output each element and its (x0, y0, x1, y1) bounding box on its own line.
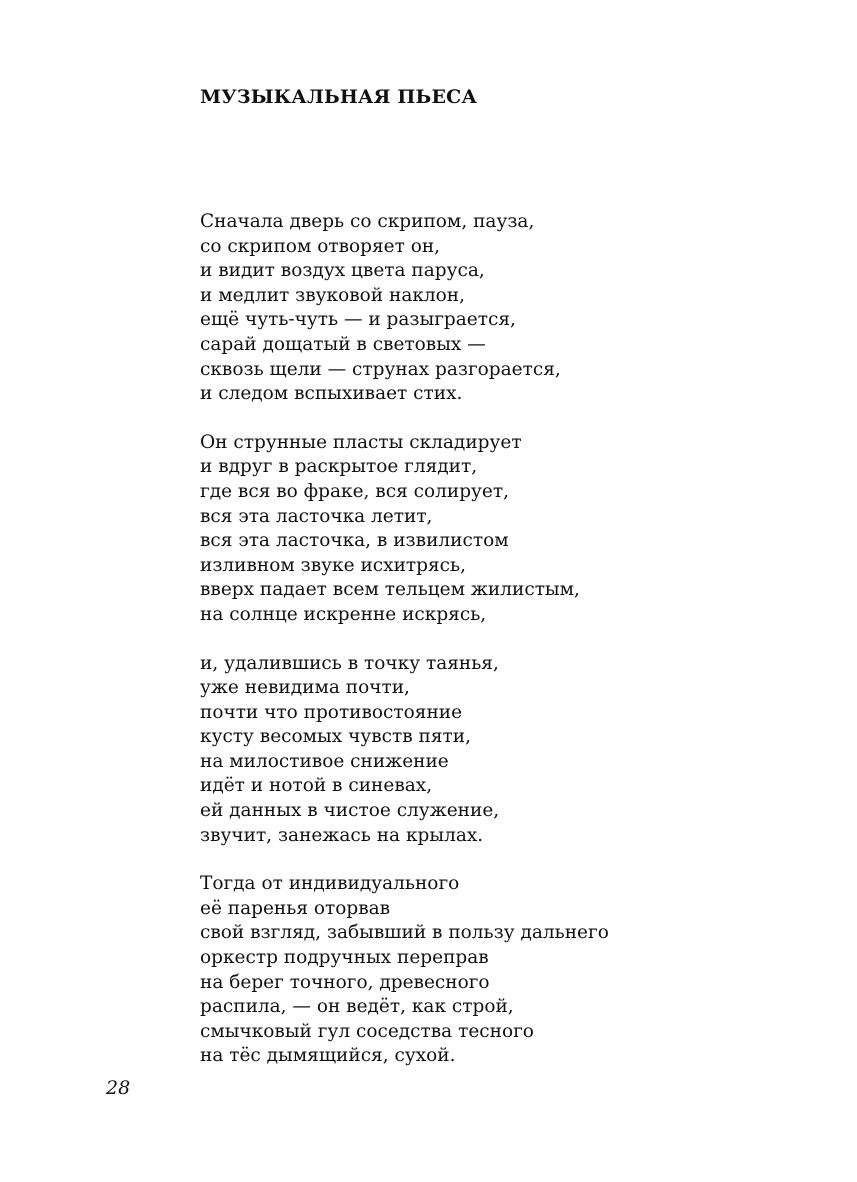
poem-body (200, 210, 820, 1093)
stanza-4 (200, 872, 820, 1069)
poem-line: сарай дощатый в световых — (200, 333, 486, 355)
poem-line: смычковый гул соседства тесного (200, 1020, 534, 1042)
poem-line: почти что противостояние (200, 701, 463, 723)
poem-line: распила, — он ведёт, как строй, (200, 996, 514, 1018)
poem-line: ей данных в чистое служение, (200, 800, 500, 822)
poem-line: Тогда от индивидуального (200, 873, 460, 895)
poem-line: на солнце искренне искрясь, (200, 603, 487, 625)
poem-line: вся эта ласточка, в извилистом (200, 530, 509, 552)
poem-line: звучит, занежась на крылах. (200, 824, 484, 846)
poem-line: Сначала дверь со скрипом, пауза, (200, 211, 535, 232)
poem-line: свой взгляд, забывший в пользу дальнего (200, 922, 609, 944)
poem-line: кусту весомых чувств пяти, (200, 726, 471, 748)
page-number: 28 (106, 1077, 131, 1099)
poem-line: оркестр подручных переправ (200, 947, 489, 969)
poem-line: её паренья оторвав (200, 897, 391, 919)
poem-line: вся эта ласточка летит, (200, 505, 433, 527)
poem-line: ещё чуть-чуть — и разыграется, (200, 309, 516, 331)
poem-line: идёт и нотой в синевах, (200, 775, 433, 797)
poem-line: где вся во фраке, вся солирует, (200, 480, 509, 502)
poem-line: изливном звуке исхитрясь, (200, 554, 466, 576)
poem-line: на тёс дымящийся, сухой. (200, 1045, 456, 1067)
poem-line: на берег точного, древесного (200, 971, 490, 993)
poem-line: на милостивое снижение (200, 750, 449, 772)
poem-line: со скрипом отворяет он, (200, 235, 441, 257)
stanza-3 (200, 652, 820, 849)
stanza-2 (200, 431, 820, 628)
stanza-1 (200, 210, 820, 407)
poem-line: и медлит звуковой наклон, (200, 284, 466, 306)
poem-line: уже невидима почти, (200, 677, 410, 699)
poem-line: и вдруг в раскрытое глядит, (200, 456, 478, 478)
poem-line: Он струнные пласты складирует (200, 431, 522, 453)
poem-line: сквозь щели — струнах разгорается, (200, 358, 561, 380)
poem-line: вверх падает всем тельцем жилистым, (200, 579, 580, 601)
poem-line: и следом вспыхивает стих. (200, 383, 463, 405)
poem-line: и видит воздух цвета паруса, (200, 260, 485, 282)
poem-title: МУЗЫКАЛЬНАЯ ПЬЕСА (200, 86, 478, 108)
poem-line: и, удалившись в точку таянья, (200, 652, 499, 674)
